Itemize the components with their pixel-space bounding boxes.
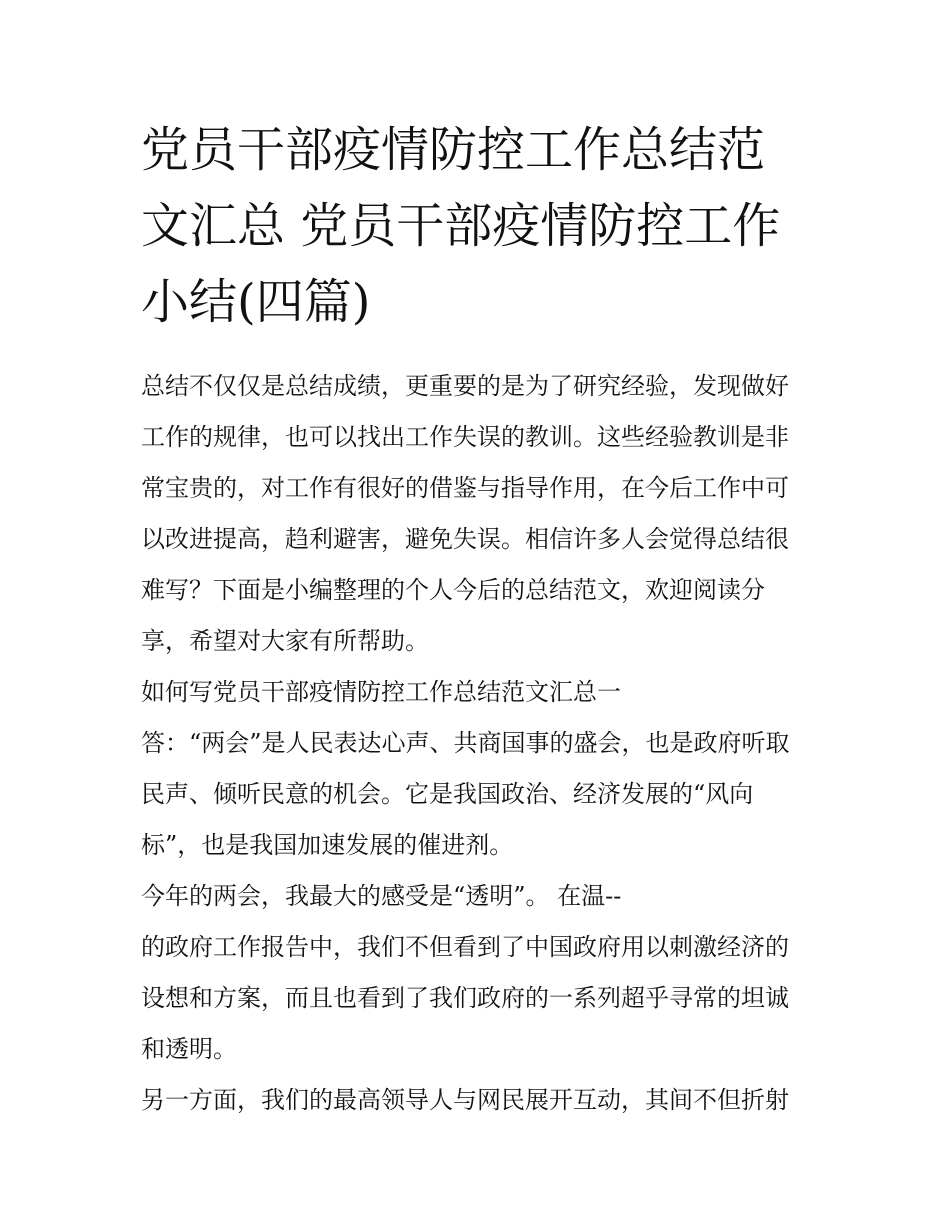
body-line: 难写？下面是小编整理的个人今后的总结范文，欢迎阅读分 [141,576,765,604]
body-line: 设想和方案，而且也看到了我们政府的一系列超乎寻常的坦诚 [141,984,789,1012]
body-line: 标”，也是我国加速发展的催进剂。 [141,831,514,859]
body-line: 总结不仅仅是总结成绩，更重要的是为了研究经验，发现做好 [141,372,789,400]
body-line: 今年的两会，我最大的感受是“透明”。 在温-- [141,882,622,910]
body-line: 答：“两会”是人民表达心声、共商国事的盛会，也是政府听取 [141,729,790,757]
document-content [141,112,821,1126]
body-line: 工作的规律，也可以找出工作失误的教训。这些经验教训是非 [141,423,789,451]
title-line: 文汇总 党员干部疫情防控工作 [141,198,781,254]
body-line: 享，希望对大家有所帮助。 [141,627,429,655]
body-line: 常宝贵的，对工作有很好的借鉴与指导作用，在今后工作中可 [141,474,789,502]
body-line: 和透明。 [141,1035,237,1063]
body-line: 以改进提高，趋利避害，避免失误。相信许多人会觉得总结很 [141,525,789,553]
document-body [141,361,821,1126]
body-line: 的政府工作报告中，我们不但看到了中国政府用以刺激经济的 [141,933,789,961]
title-line: 党员干部疫情防控工作总结范 [141,122,766,178]
title-line: 小结(四篇) [141,274,371,330]
document-title [141,112,821,340]
body-line: 另一方面，我们的最高领导人与网民展开互动，其间不但折射 [141,1086,789,1114]
body-line: 民声、倾听民意的机会。它是我国政治、经济发展的“风向 [141,780,754,808]
section-heading: 如何写党员干部疫情防控工作总结范文汇总一 [141,678,621,706]
